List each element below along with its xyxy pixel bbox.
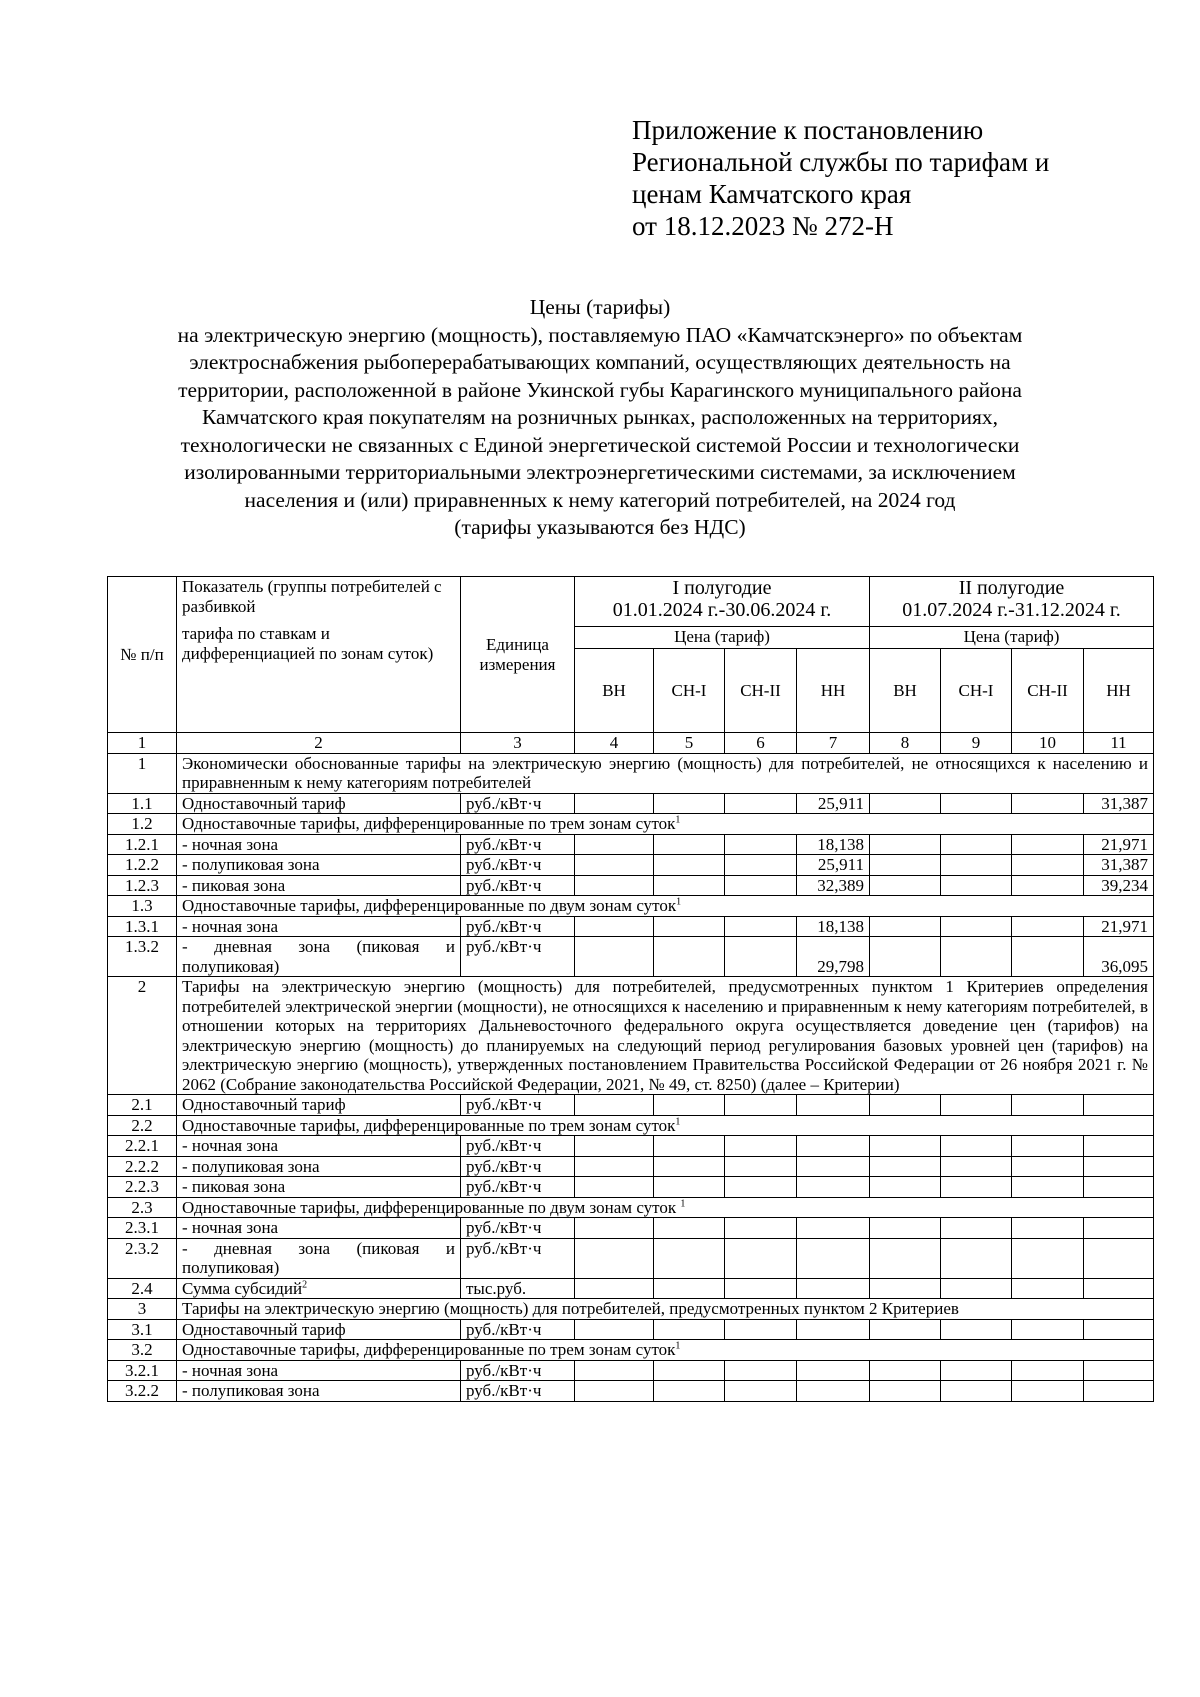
price-h2-nn: 31,387: [1084, 855, 1154, 876]
row-unit: руб./кВт·ч: [461, 916, 575, 937]
level-cell: СН-I: [654, 649, 725, 733]
column-number: 6: [725, 733, 797, 754]
column-number: 7: [797, 733, 870, 754]
row-name: - ночная зона: [177, 1360, 461, 1381]
level-cell: ВН: [575, 649, 654, 733]
subsection-row: [108, 896, 1154, 917]
row-unit: руб./кВт·ч: [461, 834, 575, 855]
title-line: Цены (тарифы): [529, 295, 671, 319]
row-name: - ночная зона: [177, 1218, 461, 1239]
document-title: [100, 294, 1100, 542]
column-number-row: [108, 733, 1154, 754]
row-num: 1.3.1: [108, 916, 177, 937]
row-name: - пиковая зона: [177, 1177, 461, 1198]
row-unit: руб./кВт·ч: [461, 1177, 575, 1198]
row-unit: руб./кВт·ч: [461, 1136, 575, 1157]
table-row: [108, 1177, 1154, 1198]
price-h1-nn: 29,798: [797, 937, 870, 977]
row-unit: руб./кВт·ч: [461, 1156, 575, 1177]
row-num: 2.3.1: [108, 1218, 177, 1239]
section-text: Тарифы на электрическую энергию (мощность) для потребителей, предусмотренных пунктом 2 Критериев: [177, 1299, 1154, 1320]
section-row: [108, 977, 1154, 1095]
row-num: 2.2.3: [108, 1177, 177, 1198]
header-indicator-a: Показатель (группы потребителей с разбивкой: [182, 577, 442, 616]
tariff-table: [107, 576, 1154, 1402]
row-unit: руб./кВт·ч: [461, 1218, 575, 1239]
footnote-mark: 2: [302, 1278, 308, 1290]
header-half-2-title: II полугодие: [958, 577, 1065, 599]
title-line: технологически не связанных с Единой энергетической системой России и технологически: [180, 432, 1020, 457]
row-num: 1.3.2: [108, 937, 177, 977]
subsection-row: [108, 814, 1154, 835]
subsection-row: [108, 1115, 1154, 1136]
row-num: 1.1: [108, 793, 177, 814]
row-num: 2.2.1: [108, 1136, 177, 1157]
header-num: № п/п: [108, 577, 177, 733]
price-h1-nn: 18,138: [797, 916, 870, 937]
row-name-label: Сумма субсидий: [182, 1278, 303, 1298]
subsection-text: [177, 1197, 1154, 1218]
row-unit: руб./кВт·ч: [461, 875, 575, 896]
row-num: 2.2.2: [108, 1156, 177, 1177]
row-num: 3.1: [108, 1319, 177, 1340]
column-number: 5: [654, 733, 725, 754]
row-unit: руб./кВт·ч: [461, 793, 575, 814]
row-unit: руб./кВт·ч: [461, 1095, 575, 1116]
row-name: - ночная зона: [177, 834, 461, 855]
header-half-1-period: 01.01.2024 г.-30.06.2024 г.: [612, 599, 832, 621]
row-unit: руб./кВт·ч: [461, 1319, 575, 1340]
title-line: территории, расположенной в районе Укинской губы Карагинского муниципального района: [178, 377, 1022, 402]
price-h2-nn: 39,234: [1084, 875, 1154, 896]
subsection-text: [177, 896, 1154, 917]
column-number: 9: [941, 733, 1012, 754]
header-half-2: [870, 577, 1154, 627]
table-row: [108, 1136, 1154, 1157]
row-num: 3.2: [108, 1340, 177, 1361]
subsection-label: Одноставочные тарифы, дифференцированные по двум зонам суток: [182, 1197, 677, 1217]
row-unit: руб./кВт·ч: [461, 855, 575, 876]
row-num: 2: [108, 977, 177, 1095]
subsection-label: Одноставочные тарифы, дифференцированные по трем зонам суток: [182, 1340, 676, 1359]
table-row: [108, 834, 1154, 855]
level-cell: СН-II: [1012, 649, 1084, 733]
level-cell: НН: [797, 649, 870, 733]
section-row: [108, 753, 1154, 793]
table-row: [108, 1360, 1154, 1381]
header-half-2-period: 01.07.2024 г.-31.12.2024 г.: [902, 599, 1121, 621]
table-row: [108, 793, 1154, 814]
row-num: 2.3.2: [108, 1238, 177, 1278]
appendix-line: Региональной службы по тарифам и: [632, 147, 1050, 177]
subsection-label: Одноставочные тарифы, дифференцированные по трем зонам суток: [182, 1115, 676, 1135]
header-half-1-title: I полугодие: [672, 577, 772, 599]
row-name: - ночная зона: [177, 916, 461, 937]
header-indicator: [177, 577, 461, 733]
table-row: [108, 1238, 1154, 1278]
section-row: [108, 1299, 1154, 1320]
title-line: Камчатского края покупателям на розничных рынках, расположенных на территориях,: [201, 405, 999, 429]
row-name: - полупиковая зона: [177, 1381, 461, 1402]
price-h2-nn: 21,971: [1084, 916, 1154, 937]
column-number: 4: [575, 733, 654, 754]
table-row: [108, 1095, 1154, 1116]
subsection-text: [177, 1340, 1154, 1361]
price-h1-nn: 25,911: [797, 793, 870, 814]
table-row: [108, 1218, 1154, 1239]
row-num: 2.4: [108, 1278, 177, 1299]
level-cell: СН-II: [725, 649, 797, 733]
level-cell: СН-I: [941, 649, 1012, 733]
title-line: населения и (или) приравненных к нему категорий потребителей, на 2024 год: [244, 487, 956, 512]
subsection-row: [108, 1197, 1154, 1218]
row-num: 1: [108, 753, 177, 793]
appendix-block: [632, 114, 1152, 242]
price-h1-nn: 32,389: [797, 875, 870, 896]
table-row: [108, 1278, 1154, 1299]
column-number: 2: [177, 733, 461, 754]
column-number: 3: [461, 733, 575, 754]
row-name: - пиковая зона: [177, 875, 461, 896]
row-num: 2.2: [108, 1115, 177, 1136]
row-unit: тыс.руб.: [461, 1278, 575, 1299]
column-number: 8: [870, 733, 941, 754]
title-line: изолированными территориальными электроэнергетическими системами, за исключением: [184, 460, 1016, 484]
header-price: Цена (тариф): [575, 627, 870, 649]
footnote-mark: 1: [676, 896, 682, 908]
row-name: Одноставочный тариф: [177, 793, 461, 814]
table-row: [108, 1319, 1154, 1340]
table-row: [108, 1156, 1154, 1177]
footnote-mark: 1: [675, 814, 681, 826]
title-line: электроснабжения рыбоперерабатывающих компаний, осуществляющих деятельность на: [189, 350, 1011, 374]
table-row: [108, 937, 1154, 977]
level-cell: НН: [1084, 649, 1154, 733]
appendix-line: от 18.12.2023 № 272-Н: [632, 211, 894, 241]
level-cell: ВН: [870, 649, 941, 733]
title-line: (тарифы указываются без НДС): [454, 515, 746, 539]
row-unit: руб./кВт·ч: [461, 937, 575, 977]
price-h2-nn: 36,095: [1084, 937, 1154, 977]
footnote-mark: 1: [675, 1340, 681, 1352]
price-h1-nn: 18,138: [797, 834, 870, 855]
subsection-text: [177, 1115, 1154, 1136]
row-name: - полупиковая зона: [177, 1156, 461, 1177]
header-unit: Единица измерения: [461, 577, 575, 733]
row-unit: руб./кВт·ч: [461, 1238, 575, 1278]
appendix-line: Приложение к постановлению: [632, 115, 984, 145]
header-price: Цена (тариф): [870, 627, 1154, 649]
table-row: [108, 1381, 1154, 1402]
price-h2-nn: 31,387: [1084, 793, 1154, 814]
footnote-mark: 1: [675, 1115, 681, 1127]
subsection-text: [177, 814, 1154, 835]
row-num: 3.2.1: [108, 1360, 177, 1381]
title-line: на электрическую энергию (мощность), поставляемую ПАО «Камчатскэнерго» по объектам: [177, 322, 1023, 347]
header-row: [108, 577, 1154, 627]
header-half-1: [575, 577, 870, 627]
price-h2-nn: 21,971: [1084, 834, 1154, 855]
section-text: Экономически обоснованные тарифы на электрическую энергию (мощность) для потребителей, не относящихся к населению и приравненным к нему категориям потребителей: [177, 753, 1154, 793]
subsection-row: [108, 1340, 1154, 1361]
appendix-line: ценам Камчатского края: [632, 179, 912, 209]
column-number: 1: [108, 733, 177, 754]
price-h1-nn: 25,911: [797, 855, 870, 876]
column-number: 11: [1084, 733, 1154, 754]
row-unit: руб./кВт·ч: [461, 1381, 575, 1402]
row-name: - дневная зона (пиковая и полупиковая): [177, 1238, 461, 1278]
row-name: Одноставочный тариф: [177, 1319, 461, 1340]
row-name: - полупиковая зона: [177, 855, 461, 876]
row-name: [177, 1278, 461, 1299]
row-num: 1.3: [108, 896, 177, 917]
row-name: - дневная зона (пиковая и полупиковая): [177, 937, 461, 977]
row-name: - ночная зона: [177, 1136, 461, 1157]
subsection-label: Одноставочные тарифы, дифференцированные по трем зонам суток: [182, 814, 676, 833]
row-num: 2.3: [108, 1197, 177, 1218]
row-num: 1.2: [108, 814, 177, 835]
column-number: 10: [1012, 733, 1084, 754]
table-row: [108, 916, 1154, 937]
table-row: [108, 855, 1154, 876]
footnote-mark: 1: [680, 1197, 686, 1209]
row-num: 1.2.2: [108, 855, 177, 876]
row-num: 1.2.3: [108, 875, 177, 896]
row-num: 2.1: [108, 1095, 177, 1116]
subsection-label: Одноставочные тарифы, дифференцированные по двум зонам суток: [182, 896, 677, 915]
row-unit: руб./кВт·ч: [461, 1360, 575, 1381]
section-text: Тарифы на электрическую энергию (мощность) для потребителей, предусмотренных пунктом 1 Критериев определения потребителей электрической энергии (мощности), не относящихся к населению и приравненным к нему категориям потребителей, в отношении которых на территориях Дальневосточного федерального округа осуществляется доведение цен (тарифов) на электрическую энергию (мощность) до планируемых на следующий период регулирования базовых уровней цен (тарифов) на электрическую энергию (мощность), утвержденных постановлением Правительства Российской Федерации от 26 ноября 2021 г. № 2062 (Собрание законодательства Российской Федерации, 2021, № 49, ст. 8250) (далее – Критерии): [177, 977, 1154, 1095]
table-row: [108, 875, 1154, 896]
row-num: 3: [108, 1299, 177, 1320]
header-indicator-b: тарифа по ставкам и дифференциацией по зонам суток): [182, 624, 434, 663]
row-num: 1.2.1: [108, 834, 177, 855]
row-name: Одноставочный тариф: [177, 1095, 461, 1116]
row-num: 3.2.2: [108, 1381, 177, 1402]
